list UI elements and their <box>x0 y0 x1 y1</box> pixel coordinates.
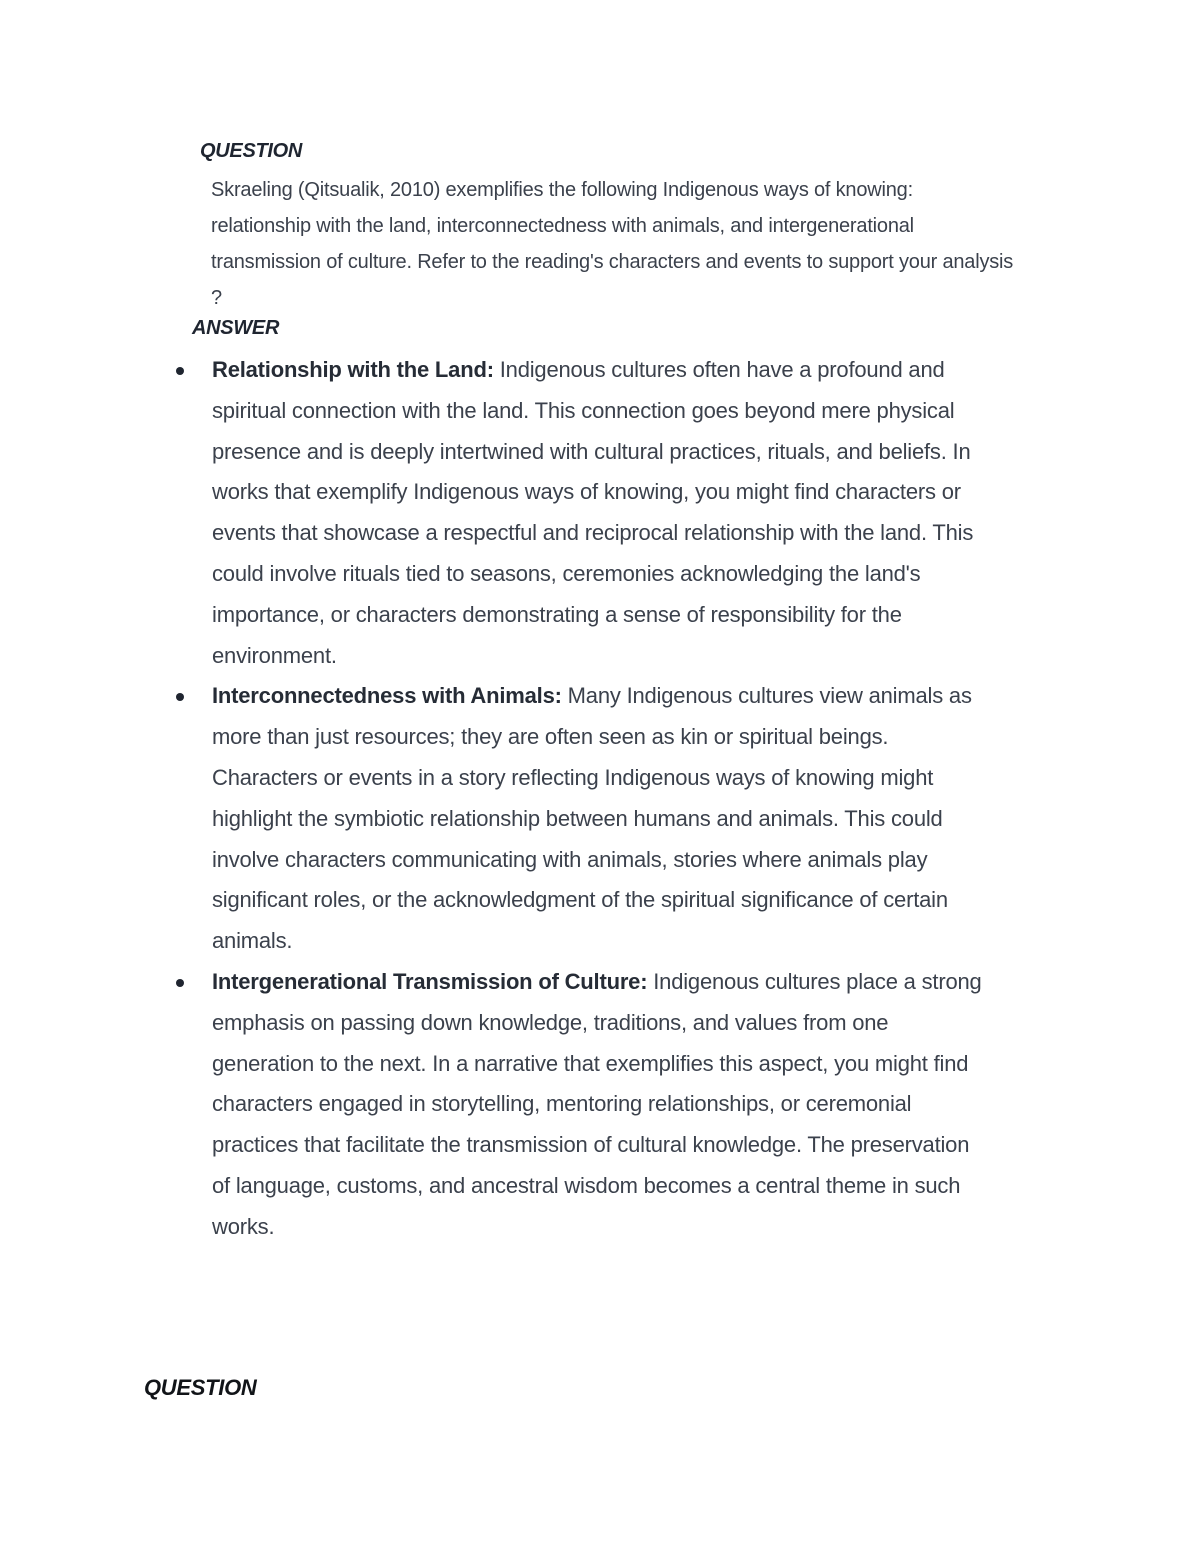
answer-line: animals. <box>212 928 293 954</box>
answer-line: significant roles, or the acknowledgment of the spiritual significance of certain <box>212 887 948 913</box>
bullet-icon <box>176 367 184 375</box>
answer-line: practices that facilitate the transmission of cultural knowledge. The preservation <box>212 1132 970 1158</box>
answer-line: involve characters communicating with animals, stories where animals play <box>212 846 928 872</box>
answer-title: Relationship with the Land: <box>212 357 494 382</box>
question-line: ? <box>211 287 222 309</box>
answer-line: presence and is deeply intertwined with cultural practices, rituals, and beliefs. In <box>212 438 971 464</box>
answer-line: importance, or characters demonstrating a sense of responsibility for the <box>212 601 902 627</box>
answer-line: works. <box>212 1213 275 1239</box>
answer-line: spiritual connection with the land. This connection goes beyond mere physical <box>212 397 955 423</box>
next-question-heading: QUESTION <box>144 1375 257 1400</box>
answer-line: of language, customs, and ancestral wisdom becomes a central theme in such <box>212 1172 961 1198</box>
answer-line: events that showcase a respectful and reciprocal relationship with the land. This <box>212 520 974 546</box>
question-line: Skraeling (Qitsualik, 2010) exemplifies the following Indigenous ways of knowing: <box>211 179 913 201</box>
answer-first-line <box>212 962 1200 1003</box>
question-line: transmission of culture. Refer to the reading's characters and events to support your analysis <box>211 251 1014 273</box>
answer-item-animals <box>0 676 1200 962</box>
answer-text: Many Indigenous cultures view animals as <box>561 683 972 709</box>
answer-line: could involve rituals tied to seasons, ceremonies acknowledging the land's <box>212 560 921 586</box>
question-text <box>211 172 1091 316</box>
answer-title: Interconnectedness with Animals: <box>212 683 562 709</box>
answer-title: Intergenerational Transmission of Culture: <box>212 968 648 994</box>
answer-line: emphasis on passing down knowledge, traditions, and values from one <box>212 1009 889 1035</box>
bullet-icon <box>176 979 184 987</box>
answer-item-culture <box>0 962 1200 1248</box>
answer-line: works that exemplify Indigenous ways of knowing, you might find characters or <box>212 479 961 505</box>
answer-first-line <box>212 350 1200 391</box>
answer-line: generation to the next. In a narrative that exemplifies this aspect, you might find <box>212 1050 969 1076</box>
question-line: relationship with the land, interconnectedness with animals, and intergenerational <box>211 215 914 237</box>
question-heading: QUESTION <box>200 140 303 162</box>
answer-list <box>0 350 1200 1248</box>
answer-heading: ANSWER <box>192 317 280 339</box>
answer-line: characters engaged in storytelling, mentoring relationships, or ceremonial <box>212 1091 912 1117</box>
answer-line: more than just resources; they are often seen as kin or spiritual beings. <box>212 724 889 750</box>
answer-text: Indigenous cultures often have a profound and <box>493 357 945 382</box>
answer-text: Indigenous cultures place a strong <box>647 968 982 994</box>
answer-line: environment. <box>212 642 337 668</box>
bullet-icon <box>176 693 184 701</box>
answer-first-line <box>212 676 1200 717</box>
answer-item-land <box>0 350 1200 676</box>
answer-line: Characters or events in a story reflecting Indigenous ways of knowing might <box>212 764 934 790</box>
answer-line: highlight the symbiotic relationship between humans and animals. This could <box>212 805 943 831</box>
